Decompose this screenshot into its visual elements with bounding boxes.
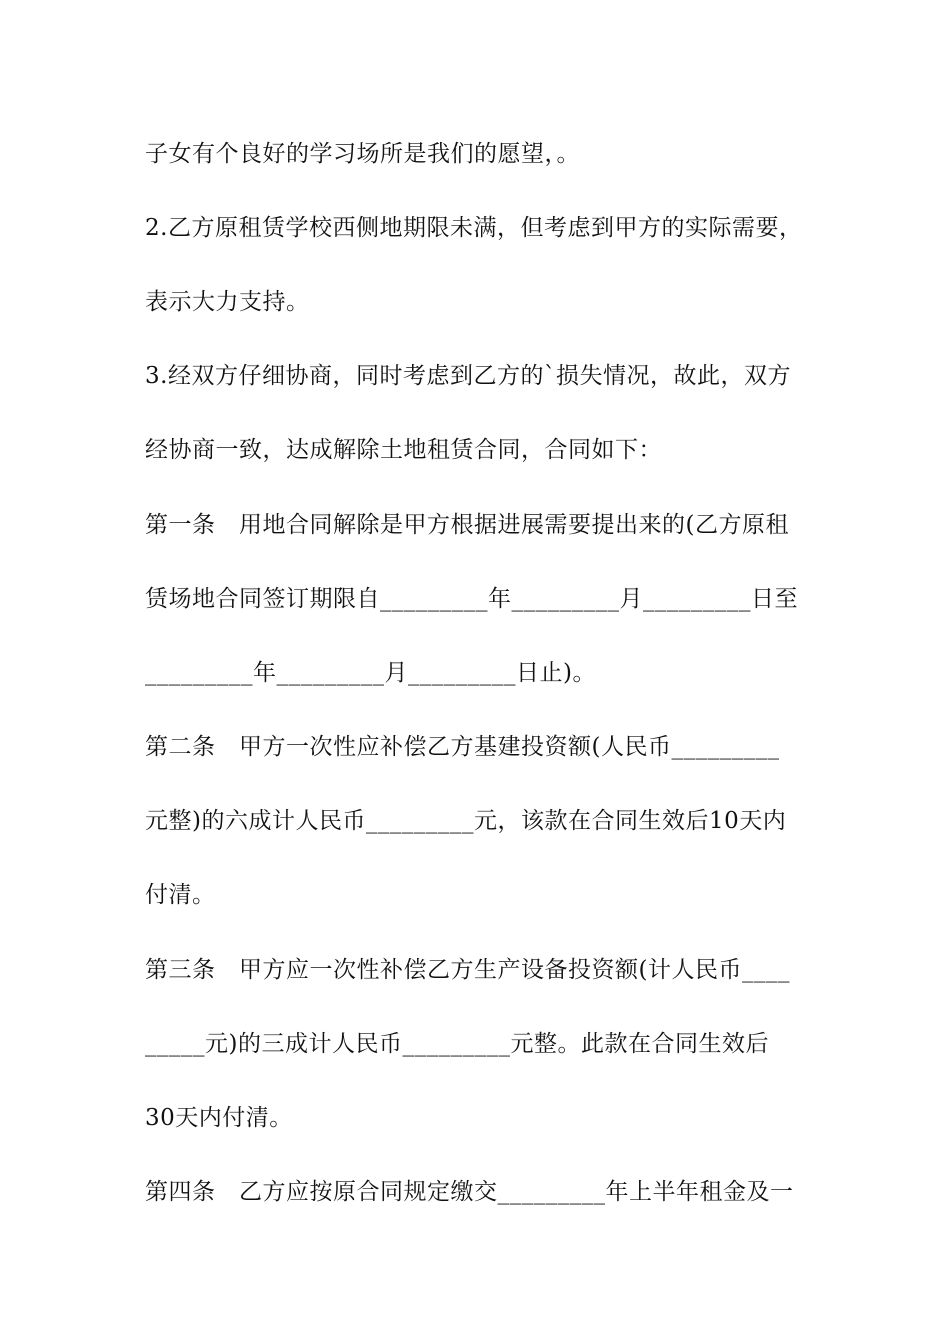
paragraph-line: 2.乙方原租赁学校西侧地期限未满，但考虑到甲方的实际需要， (145, 215, 803, 241)
article-2-line: 元整)的六成计人民币_________元，该款在合同生效后10天内 (145, 808, 787, 834)
article-3-line: 30天内付清。 (145, 1105, 293, 1131)
article-2-line: 第二条 甲方一次性应补偿乙方基建投资额(人民币_________ (145, 734, 780, 760)
article-4-line: 第四条 乙方应按原合同规定缴交_________年上半年租金及一 (145, 1179, 794, 1205)
paragraph-line: 经协商一致，达成解除土地租赁合同，合同如下： (145, 437, 662, 463)
article-1-line: _________年_________月_________日止)。 (145, 660, 596, 686)
paragraph-line: 表示大力支持。 (145, 289, 310, 315)
article-1-line: 赁场地合同签订期限自_________年_________月_________日至 (145, 586, 798, 612)
paragraph-line: 子女有个良好的学习场所是我们的愿望，。 (145, 141, 580, 167)
article-1-line: 第一条 用地合同解除是甲方根据进展需要提出来的(乙方原租 (145, 512, 789, 538)
article-3-line: _____元)的三成计人民币_________元整。此款在合同生效后 (145, 1031, 769, 1057)
article-2-line: 付清。 (145, 882, 216, 908)
paragraph-line: 3.经双方仔细协商，同时考虑到乙方的`损失情况，故此，双方 (145, 363, 791, 389)
article-3-line: 第三条 甲方应一次性补偿乙方生产设备投资额(计人民币____ (145, 957, 790, 983)
